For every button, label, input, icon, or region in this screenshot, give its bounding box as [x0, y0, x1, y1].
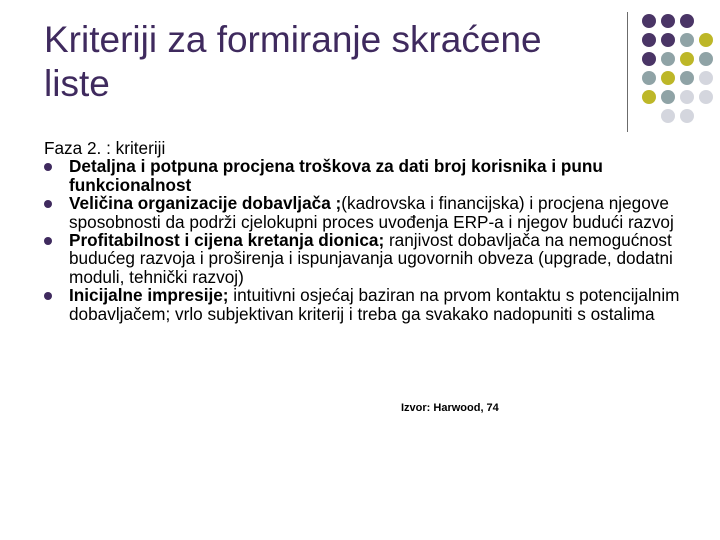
- criterion-title: Veličina organizacije dobavljača ;: [69, 193, 342, 214]
- decorative-dot: [680, 52, 694, 66]
- decorative-dot: [661, 71, 675, 85]
- decorative-divider: [627, 12, 628, 132]
- decorative-dot: [642, 14, 656, 28]
- decorative-dot: [699, 90, 713, 104]
- criterion-text: intuitivni osjećaj baziran na prvom kontaktu s potencijalnim dobavljačem; vrlo subjektivan kriterij i treba ga svakako nadopuniti s ostalima: [69, 285, 680, 324]
- decorative-dot: [661, 90, 675, 104]
- list-item: [44, 231, 684, 286]
- decorative-dot: [699, 33, 713, 47]
- criterion-title: Profitabilnost i cijena kretanja dionica;: [69, 230, 385, 251]
- decorative-dot: [680, 90, 694, 104]
- list-item: [44, 194, 684, 231]
- criterion-text: (kadrovska i financijska) i procjena njegove sposobnosti da podrži cjelokupni proces uvođenja ERP-a i njegov budući razvoj: [69, 193, 674, 232]
- decorative-dot: [661, 52, 675, 66]
- bullet-icon: [44, 237, 52, 245]
- criterion-text: ranjivost dobavljača na nemogućnost budućeg razvoja i proširenja i ispunjavanja ugovornih obveza (upgrade, dodatni moduli, tehnički razvoj): [69, 230, 673, 287]
- decorative-dot: [642, 52, 656, 66]
- criterion-title: Inicijalne impresije;: [69, 285, 229, 306]
- slide-title: Kriteriji za formiranje skraćene liste: [44, 19, 542, 104]
- decorative-dot: [661, 33, 675, 47]
- decorative-dot: [680, 33, 694, 47]
- decorative-dot: [680, 71, 694, 85]
- slide-body: [44, 139, 684, 323]
- decorative-dot: [661, 14, 675, 28]
- criteria-list: [44, 157, 684, 323]
- phase-heading: Faza 2. : kriteriji: [44, 138, 166, 158]
- decorative-dot: [680, 109, 694, 123]
- bullet-icon: [44, 163, 52, 171]
- list-item: [44, 157, 684, 194]
- decorative-dot: [642, 33, 656, 47]
- decorative-dot: [642, 71, 656, 85]
- decorative-dot: [699, 71, 713, 85]
- list-item: [44, 286, 684, 323]
- decorative-dot: [642, 90, 656, 104]
- criterion-title: Detaljna i potpuna procjena troškova za dati broj korisnika i punu funkcionalnost: [69, 156, 603, 195]
- decorative-dot: [680, 14, 694, 28]
- decorative-dot: [699, 52, 713, 66]
- decorative-dot: [661, 109, 675, 123]
- bullet-icon: [44, 292, 52, 300]
- source-citation: Izvor: Harwood, 74: [401, 402, 499, 414]
- bullet-icon: [44, 200, 52, 208]
